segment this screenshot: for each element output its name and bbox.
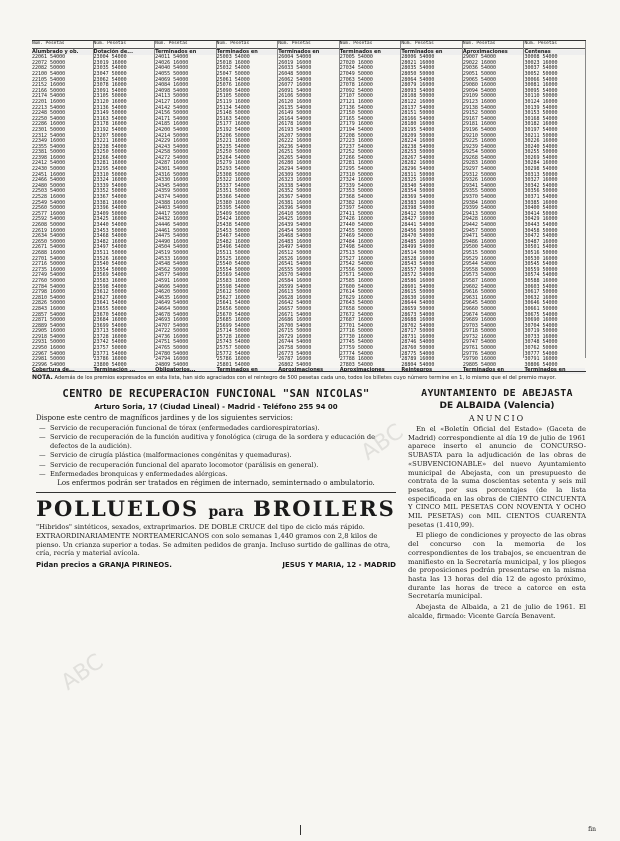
lottery-column [155,41,217,374]
lottery-numbers: 25003 54000 25018 16000 25032 54000 25047 50000 25061 54000 25076 16000 25090 54000 25105 50000 25119 16000 25134 54000 25148 50000 25163 54000 25177 16000 25192 54000 25206 50000 25221 16000 25235 54000 25250 50000 25264 54000 25279 16000 25293 54000 25308 50000 25322 16000 25337 54000 25351 50000 25366 54000 25380 16000 25395 54000 25409 50000 25424 16000 25438 54000 25453 50000 25467 54000 25482 16000 25496 54000 25511 50000 25525 16000 25540 54000 25554 50000 25569 54000 25583 16000 25598 54000 25612 50000 25627 16000 25641 54000 25656 50000 25670 54000 25685 16000 25699 54000 25714 50000 25728 16000 25743 54000 25757 50000 25772 54000 25786 16000 25801 54000 [216,54,250,368]
lottery-subheading: Cobertura de... [32,368,93,374]
lottery-column [401,41,463,374]
service-item: — Servicio de recuperación de la función auditiva y fonológica (ciruga de la sordera y educación de defectos de la audición). [50,433,396,450]
lottery-column-header: Núm. Pesetas [278,41,339,49]
ayuntamiento-paragraph: En el «Boletín Oficial del Estado» (Gaceta de Madrid) correspondiente al día 19 de julio de 1961 aparece inserto el anuncio de CONCURSO-SUBASTA para la adjudicación de las obras de «SUBVENCIONABLE» del nuevo Ayuntamiento municipal de Abejasta, con un presupuesto de contrata de la suma doscientas setenta y seis mil pesetas, por sus porcentajes (de la lista especificada en las obras de CIENTO CINCUENTA Y CINCO MIL PESETAS CON NOVENTA Y OCHO MIL PESETAS) con MIL CIENTOS CUARENTA pesetas (1.410,99). [408,425,586,529]
service-item: — Servicio de recuperación funcional de tórax (enfermedades cardiorespiratorias). [50,424,396,432]
watermark-stamp: ABC [56,649,109,696]
centro-title: CENTRO DE RECUPERACION FUNCIONAL "SAN NICOLAS" [62,388,370,400]
lottery-numbers: 23004 54000 23019 16000 23035 54000 23047 50000 23062 54000 23078 16000 23091 54000 23105 50000 23120 16000 23136 54000 23149 50000 23163 54000 23178 16000 23192 54000 23207 50000 23221 16000 23238 54000 23250 50000 23266 54000 23281 16000 23295 54000 23310 50000 23324 16000 23339 54000 23352 50000 23367 54000 23381 16000 23396 54000 23409 50000 23425 16000 23440 54000 23453 50000 23468 54000 23482 16000 23497 54000 23511 50000 23526 16000 23540 54000 23554 50000 23569 54000 23583 16000 23598 54000 23612 50000 23627 16000 23641 54000 23655 50000 23670 54000 23684 16000 23699 54000 23713 50000 23728 16000 23742 54000 23757 50000 23771 54000 23786 16000 23800 54000 [93,54,127,368]
lottery-column [32,41,94,374]
lottery-numbers: 28006 54000 28021 16000 28035 54000 28050 50000 28064 54000 28079 16000 28093 54000 28108 50000 28122 16000 28137 54000 28151 50000 28166 54000 28180 16000 28195 54000 28209 50000 28224 16000 28238 54000 28253 50000 28267 54000 28282 16000 28296 54000 28311 50000 28325 16000 28340 54000 28354 50000 28369 54000 28383 16000 28398 54000 28412 50000 28427 16000 28441 54000 28456 50000 28470 54000 28485 16000 28499 54000 28514 50000 28528 16000 28543 54000 28557 50000 28572 54000 28586 16000 28601 54000 28615 50000 28630 16000 28644 54000 28659 50000 28673 54000 28688 16000 28702 54000 28717 50000 28731 16000 28746 54000 28760 50000 28775 54000 28789 16000 28804 54000 [401,54,435,368]
lottery-subheading: Terminados en [524,368,585,374]
polluelos-title [36,496,396,521]
lottery-column-header: Núm. Pesetas [217,41,278,49]
lottery-results-table [32,40,586,374]
lottery-numbers: 29007 54000 29022 16000 29036 54000 29051 50000 29065 54000 29080 16000 29094 54000 29109 50000 29123 16000 29138 54000 29152 50000 29167 54000 29181 16000 29196 54000 29210 50000 29225 16000 29239 54000 29254 50000 29268 54000 29283 16000 29297 54000 29312 50000 29326 16000 29341 54000 29355 50000 29370 54000 29384 16000 29399 54000 29413 50000 29428 16000 29442 54000 29457 50000 29471 54000 29486 16000 29500 54000 29515 50000 29529 16000 29544 54000 29558 50000 29573 54000 29587 16000 29602 54000 29616 50000 29631 16000 29645 54000 29660 50000 29674 54000 29689 16000 29703 54000 29718 50000 29732 16000 29747 54000 29761 50000 29776 54000 29790 16000 29805 54000 [462,54,496,368]
lottery-column-header: Núm. Pesetas [463,41,524,49]
centro-services-list [36,424,396,478]
lottery-column-header: Núm. Pesetas [401,41,462,49]
lottery-numbers: 26004 54000 26019 16000 26033 54000 26048 50000 26062 54000 26077 16000 26091 54000 26106 50000 26120 16000 26135 54000 26149 50000 26164 54000 26178 16000 26193 54000 26207 50000 26222 16000 26236 54000 26251 50000 26265 54000 26280 16000 26294 54000 26309 50000 26323 16000 26338 54000 26352 50000 26367 54000 26381 16000 26396 54000 26410 50000 26425 16000 26439 54000 26454 50000 26468 54000 26483 16000 26497 54000 26512 50000 26526 16000 26541 54000 26555 50000 26570 54000 26584 16000 26599 54000 26613 50000 26628 16000 26642 54000 26657 50000 26671 54000 26686 16000 26700 54000 26715 50000 26729 16000 26744 54000 26758 50000 26773 54000 26787 16000 26802 54000 [278,54,312,368]
lottery-note [32,371,586,381]
polluelos-foot-left: Pidan precios a GRANJA PIRINEOS. [36,560,172,569]
centro-closing: Los enfermos podrán ser tratados en régimen de internado, seminternado o ambulatorio. [57,479,375,488]
ayuntamiento-ad [408,388,586,622]
ayuntamiento-paragraph: El pliego de condiciones y proyecto de las obras del concurso con la memoria de los correspondientes de los trabajos, se encuentran de manifiesto en la Secretaría municipal, y los pliegos de proposiciones podrán presentarse en la misma hasta las 13 horas del día 12 de agosto próximo, durante las horas de trece a catorce en esta Secretaría municipal. [408,531,586,601]
centro-intro: Dispone este centro de magníficos jardines y de los siguientes servicios: [36,414,293,422]
lottery-column-header: Núm. Pesetas [32,41,93,49]
page-edge-mark [300,825,309,835]
lottery-subheading: Terminados en [401,50,462,56]
lottery-column [524,41,586,374]
lottery-numbers: 24011 54000 24026 16000 24040 54000 24055 50000 24069 54000 24084 16000 24098 54000 24113 50000 24127 16000 24142 54000 24156 50000 24171 54000 24185 16000 24200 54000 24214 50000 24229 16000 24243 54000 24258 50000 24272 54000 24287 16000 24301 54000 24316 50000 24330 16000 24345 54000 24359 50000 24374 54000 24388 16000 24403 54000 24417 50000 24432 16000 24446 54000 24461 50000 24475 54000 24490 16000 24504 54000 24519 50000 24533 16000 24548 54000 24562 50000 24577 54000 24591 16000 24606 54000 24620 50000 24635 16000 24649 54000 24664 50000 24678 54000 24693 16000 24707 54000 24722 50000 24736 16000 24751 54000 24765 50000 24780 54000 24794 16000 24809 54000 [155,54,189,368]
polluelos-title-right: BROILERS [253,496,396,522]
lottery-column [462,41,525,374]
lottery-subheading: Obligatorios... [155,368,216,374]
polluelos-title-mid: para [208,504,244,521]
ayuntamiento-body [408,425,586,620]
lottery-numbers: 30008 54000 30023 16000 30037 54000 30052 50000 30066 54000 30081 16000 30095 54000 30110 50000 30124 16000 30139 54000 30153 50000 30168 54000 30182 16000 30197 54000 30211 50000 30226 16000 30240 54000 30255 50000 30269 54000 30284 16000 30298 54000 30313 50000 30327 16000 30342 54000 30356 50000 30371 54000 30385 16000 30400 54000 30414 50000 30429 16000 30443 54000 30458 50000 30472 54000 30487 16000 30501 54000 30516 50000 30530 16000 30545 54000 30559 50000 30574 54000 30588 16000 30603 54000 30617 50000 30632 16000 30646 54000 30661 50000 30675 54000 30690 16000 30704 54000 30719 50000 30733 16000 30748 54000 30762 50000 30777 54000 30791 16000 30806 54000 [524,54,558,368]
lottery-numbers: 22061 54000 22072 50000 22082 50000 22100 54000 22105 54000 22152 16000 22166 50000 22174 54000 22201 16000 22213 54000 22248 50000 22250 54000 22286 16000 22301 50000 22312 54000 22349 16000 22355 54000 22381 50000 22398 16000 22412 54000 22430 50000 22451 16000 22466 54000 22480 50000 22503 54000 22528 16000 22549 54000 22560 50000 22577 16000 22592 54000 22608 50000 22619 16000 22634 54000 22650 50000 22671 54000 22688 16000 22701 54000 22716 50000 22735 16000 22749 54000 22760 50000 22784 54000 22798 16000 22810 54000 22826 50000 22843 16000 22857 54000 22871 50000 22889 54000 22905 16000 22918 54000 22931 50000 22950 16000 22967 54000 22981 50000 22996 54000 [32,54,66,368]
polluelos-footer [36,561,396,569]
service-item: — Servicio de recuperación funcional del aparato locomotor (parálisis en general). [50,461,396,469]
lottery-subheading: Aproximaciones [278,368,339,374]
service-item: — Enfermedades bronquicas y enfermedades alérgicas. [50,470,396,478]
lottery-column [216,41,279,374]
note-text: Además de los premios expresados en esta lista, han sido agraciados con el reintegro de 500 pesetas cada uno, todos los billetes cuyo número termine en 1, lo mismo que el del premio mayor. [54,375,556,381]
polluelos-body: "Hibridos" sintéticos, sexados, extraprimarios. DE DOBLE CRUCE del tipo de ciclo más rápido. EXTRAORDINARIAMENTE NORTEAMERICANOS con solo semanas 1,440 gramos con 2,8 kilos de pienso. Un crianza superior a todas. Se admiten pedidos de granja. Incluso surtido de gallinas de otra, cría, recría y material avícola. [36,523,391,558]
note-label: NOTA. [32,374,53,381]
lottery-numbers: 27005 54000 27020 16000 27034 54000 27049 50000 27063 54000 27078 16000 27092 54000 27107 50000 27121 16000 27136 54000 27150 50000 27165 54000 27179 16000 27194 54000 27208 50000 27223 16000 27237 54000 27252 50000 27266 54000 27281 16000 27295 54000 27310 50000 27324 16000 27339 54000 27353 50000 27368 54000 27382 16000 27397 54000 27411 50000 27426 16000 27440 54000 27455 50000 27469 54000 27484 16000 27498 54000 27513 50000 27527 16000 27542 54000 27556 50000 27571 54000 27585 16000 27600 54000 27614 50000 27629 16000 27643 54000 27658 50000 27672 54000 27687 16000 27701 54000 27716 50000 27730 16000 27745 54000 27759 50000 27774 54000 27788 16000 27803 54000 [339,54,373,368]
lottery-column-header: Núm. Pesetas [340,41,401,49]
lottery-subheading: Dotación de... [94,50,155,56]
anuncio-heading: ANUNCIO [468,414,526,423]
lottery-subheading: Terminados en [217,50,278,56]
lottery-subheading: Aproximaciones [340,368,401,374]
lottery-subheading: Aproximaciones [463,50,524,56]
polluelos-foot-right: JESUS Y MARIA, 12 - MADRID [282,560,396,569]
lottery-column-header: Núm. Pesetas [155,41,216,49]
lottery-column-header: Núm. Pesetas [94,41,155,49]
centro-address: Arturo Soria, 17 (Ciudad Lineal) - Madrid - Teléfono 255 94 00 [94,403,338,411]
lottery-subheading: Terminados en [463,368,524,374]
watermark-stamp: ABC [356,419,409,466]
folio-mark: fin [588,826,596,833]
lottery-subheading: Alumbrado y ob. [32,50,93,56]
lottery-subheading: Centenas [524,50,585,56]
lottery-subheading: Terminación ... [94,368,155,374]
lottery-column [339,41,402,374]
ayuntamiento-paragraph: Abejasta de Albaida, a 21 de julio de 1961. El alcalde, firmado: Vicente García Benavent. [408,603,586,620]
lottery-subheading: Terminados en [217,368,278,374]
ad-divider [36,492,396,493]
ayuntamiento-title: AYUNTAMIENTO DE ABEJASTA [421,388,573,399]
ayuntamiento-subtitle: DE ALBAIDA (Valencia) [439,401,555,411]
lottery-column [93,41,156,374]
lottery-subheading: Terminados en [278,50,339,56]
lottery-column-header: Núm. Pesetas [524,41,585,49]
centro-recuperacion-ad [36,388,396,569]
lottery-column [278,41,340,374]
lottery-subheading: Terminados en [340,50,401,56]
polluelos-title-left: POLLUELOS [36,496,200,522]
service-item: — Servicio de cirugía plástica (malformaciones congénitas y quemaduras). [50,451,396,459]
lottery-subheading: Reintegros [401,368,462,374]
lottery-subheading: Terminados en [155,50,216,56]
